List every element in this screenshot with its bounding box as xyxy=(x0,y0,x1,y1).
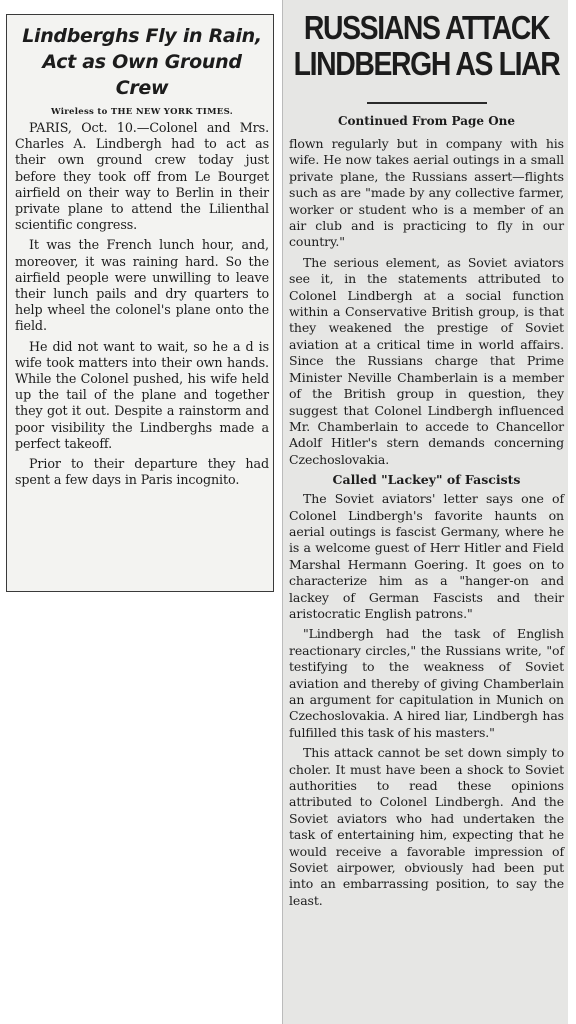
right-paragraph-3: The Soviet aviators' letter says one of Colonel Lindbergh's favorite haunts on aerial outings is fascist Germany, where he is a welcome guest of Herr Hitler and Field Marshal Hermann Goering. It goes on to characterize him as a "hanger-on and lackey of German Fascists and their aristocratic English patrons." xyxy=(289,491,564,621)
left-paragraph-1: PARIS, Oct. 10.—Colonel and Mrs. Charles A. Lindbergh had to act as their own ground crew today just before they took off from Le Bourget airfield on their way to Berlin in their private plane to attend the Lilienthal scientific congress. xyxy=(15,120,269,233)
right-headline-line-2: LINDBERGH AS LIAR xyxy=(293,45,560,82)
left-paragraph-2: It was the French lunch hour, and, moreover, it was raining hard. So the airfield people were unwilling to leave their lunch pails and dry quarters to help wheel the colonel's plane onto the field. xyxy=(15,237,269,334)
left-paragraph-3: He did not want to wait, so he a d is wife took matters into their own hands. While the Colonel pushed, his wife held up the tail of the plane and together they got it out. Despite a rainstorm and poor visibility the Lindberghs made a perfect takeoff. xyxy=(15,338,269,451)
continued-from-page-one: Continued From Page One xyxy=(337,114,516,128)
right-paragraph-1: flown regularly but in company with his wife. He now takes aerial outings in a small private plane, the Russians assert—flights such as are "made by any collective farmer, worker or student who is a member of an air club and is practicing to fly in our country." xyxy=(289,136,564,250)
right-paragraph-2: The serious element, as Soviet aviators see it, in the statements attributed to Colonel Lindbergh at a social function within a Conservative British group, is that they weakened the prestige of Soviet aviation at a critical time in world affairs. Since the Russians charge that Prime Minister Neville Chamberlain is a member of the British group in question, they suggest that Colonel Lindbergh influenced Mr. Chamberlain to accede to Chancellor Adolf Hitler's stern demands concerning Czechoslovakia. xyxy=(289,254,564,467)
left-dateline: Wireless to THE NEW YORK TIMES. xyxy=(51,107,233,117)
section-subhead: Called "Lackey" of Fascists xyxy=(332,472,521,488)
left-headline xyxy=(15,23,269,101)
right-paragraph-4: "Lindbergh had the task of English reactionary circles," the Russians write, "of testifying to the weakness of Soviet aviation and thereby of giving Chamberlain an argument for capitulation in Munich on Czechoslovakia. A hired liar, Lindbergh has fulfilled this task of his masters." xyxy=(289,626,564,740)
left-paragraph-4: Prior to their departure they had spent a few days in Paris incognito. xyxy=(15,456,269,488)
right-article-clipping xyxy=(282,0,568,1024)
right-paragraph-5: This attack cannot be set down simply to choler. It must have been a shock to Soviet authorities to read these opinions attributed to Colonel Lindbergh. And the Soviet aviators who had undertaken the task of entertaining him, expecting that he would receive a favorable impression of Soviet airpower, obviously had been put into an embarrassing position, to say the least. xyxy=(289,745,564,908)
left-headline-line-1: Lindberghs Fly in Rain, xyxy=(22,25,262,47)
right-headline xyxy=(291,10,562,82)
left-article-clipping xyxy=(6,14,274,592)
left-headline-line-2: Act as Own Ground Crew xyxy=(42,51,242,99)
headline-rule xyxy=(367,102,487,104)
right-headline-line-1: RUSSIANS ATTACK xyxy=(303,9,550,46)
